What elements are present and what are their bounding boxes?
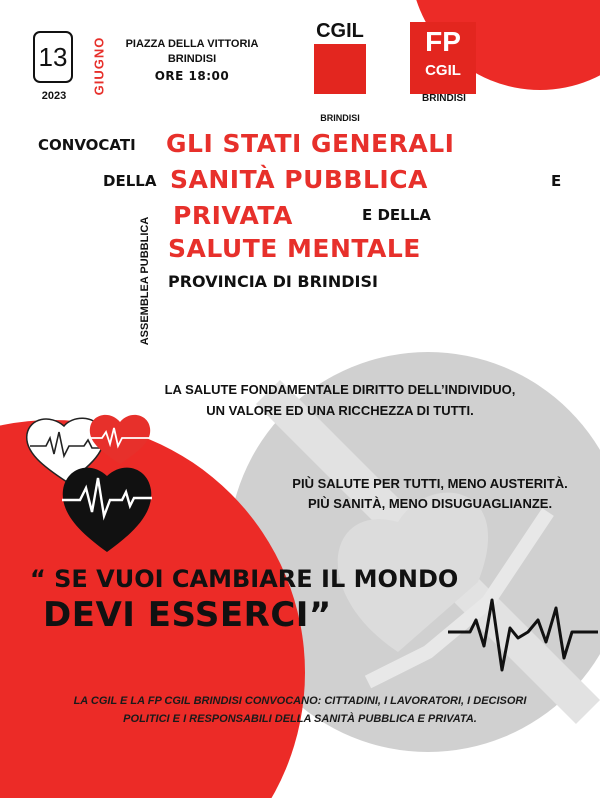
date-day-box [33, 31, 73, 83]
assemblea-pubblica-label: ASSEMBLEA PUBBLICA [139, 216, 151, 346]
message-line-2: UN VALORE ED UNA RICCHEZZA DI TUTTI. [206, 403, 474, 418]
title-provincia: PROVINCIA DI BRINDISI [168, 272, 378, 291]
title-e-della: E DELLA [362, 206, 431, 224]
cgil-logo-square [314, 44, 366, 94]
title-e: E [551, 172, 562, 190]
message-line-3: PIÙ SALUTE PER TUTTI, MENO AUSTERITÀ. [292, 476, 568, 491]
fp-logo-top: FP [425, 26, 461, 57]
date-month: GIUGNO [91, 36, 107, 96]
date-year: 2023 [41, 90, 67, 102]
cgil-logo-city: BRINDISI [320, 113, 360, 123]
heartbeat-line-icon [448, 598, 598, 678]
cgil-logo [310, 20, 370, 123]
fp-logo-city: BRINDISI [422, 93, 466, 104]
venue-place: PIAZZA DELLA VITTORIA [125, 38, 259, 50]
venue-city: BRINDISI [167, 53, 217, 65]
footer-line-1: LA CGIL E LA FP CGIL BRINDISI CONVOCANO: CITTADINI, I LAVORATORI, I DECISORI [73, 695, 527, 707]
watermark: brindisilibera.it [504, 778, 594, 792]
date-day: 13 [38, 41, 68, 72]
black-heart-icon [62, 468, 152, 552]
title-stati-generali: GLI STATI GENERALI [166, 129, 455, 158]
venue-time: ORE 18:00 [154, 69, 230, 83]
fp-cgil-logo [410, 22, 478, 108]
quote-line-2: DEVI ESSERCI” [43, 595, 332, 635]
title-convocati: CONVOCATI [38, 136, 136, 154]
red-heart-icon [90, 415, 150, 464]
quote-line-1: “ SE VUOI CAMBIARE IL MONDO [30, 565, 459, 593]
message-line-4: PIÙ SANITÀ, MENO DISUGUAGLIANZE. [307, 496, 553, 511]
fp-logo-bottom: CGIL [425, 62, 461, 79]
title-salute-mentale: SALUTE MENTALE [168, 234, 421, 263]
title-sanita-pubblica: SANITÀ PUBBLICA [170, 165, 428, 194]
footer-line-2: POLITICI E I RESPONSABILI DELLA SANITÀ PUBBLICA E PRIVATA. [123, 713, 477, 725]
title-privata: PRIVATA [173, 201, 293, 230]
cgil-logo-name: CGIL [316, 20, 364, 42]
hearts-illustration [24, 412, 199, 562]
title-della: DELLA [103, 172, 157, 190]
message-line-1: LA SALUTE FONDAMENTALE DIRITTO DELL’INDIVIDUO, [164, 382, 516, 397]
